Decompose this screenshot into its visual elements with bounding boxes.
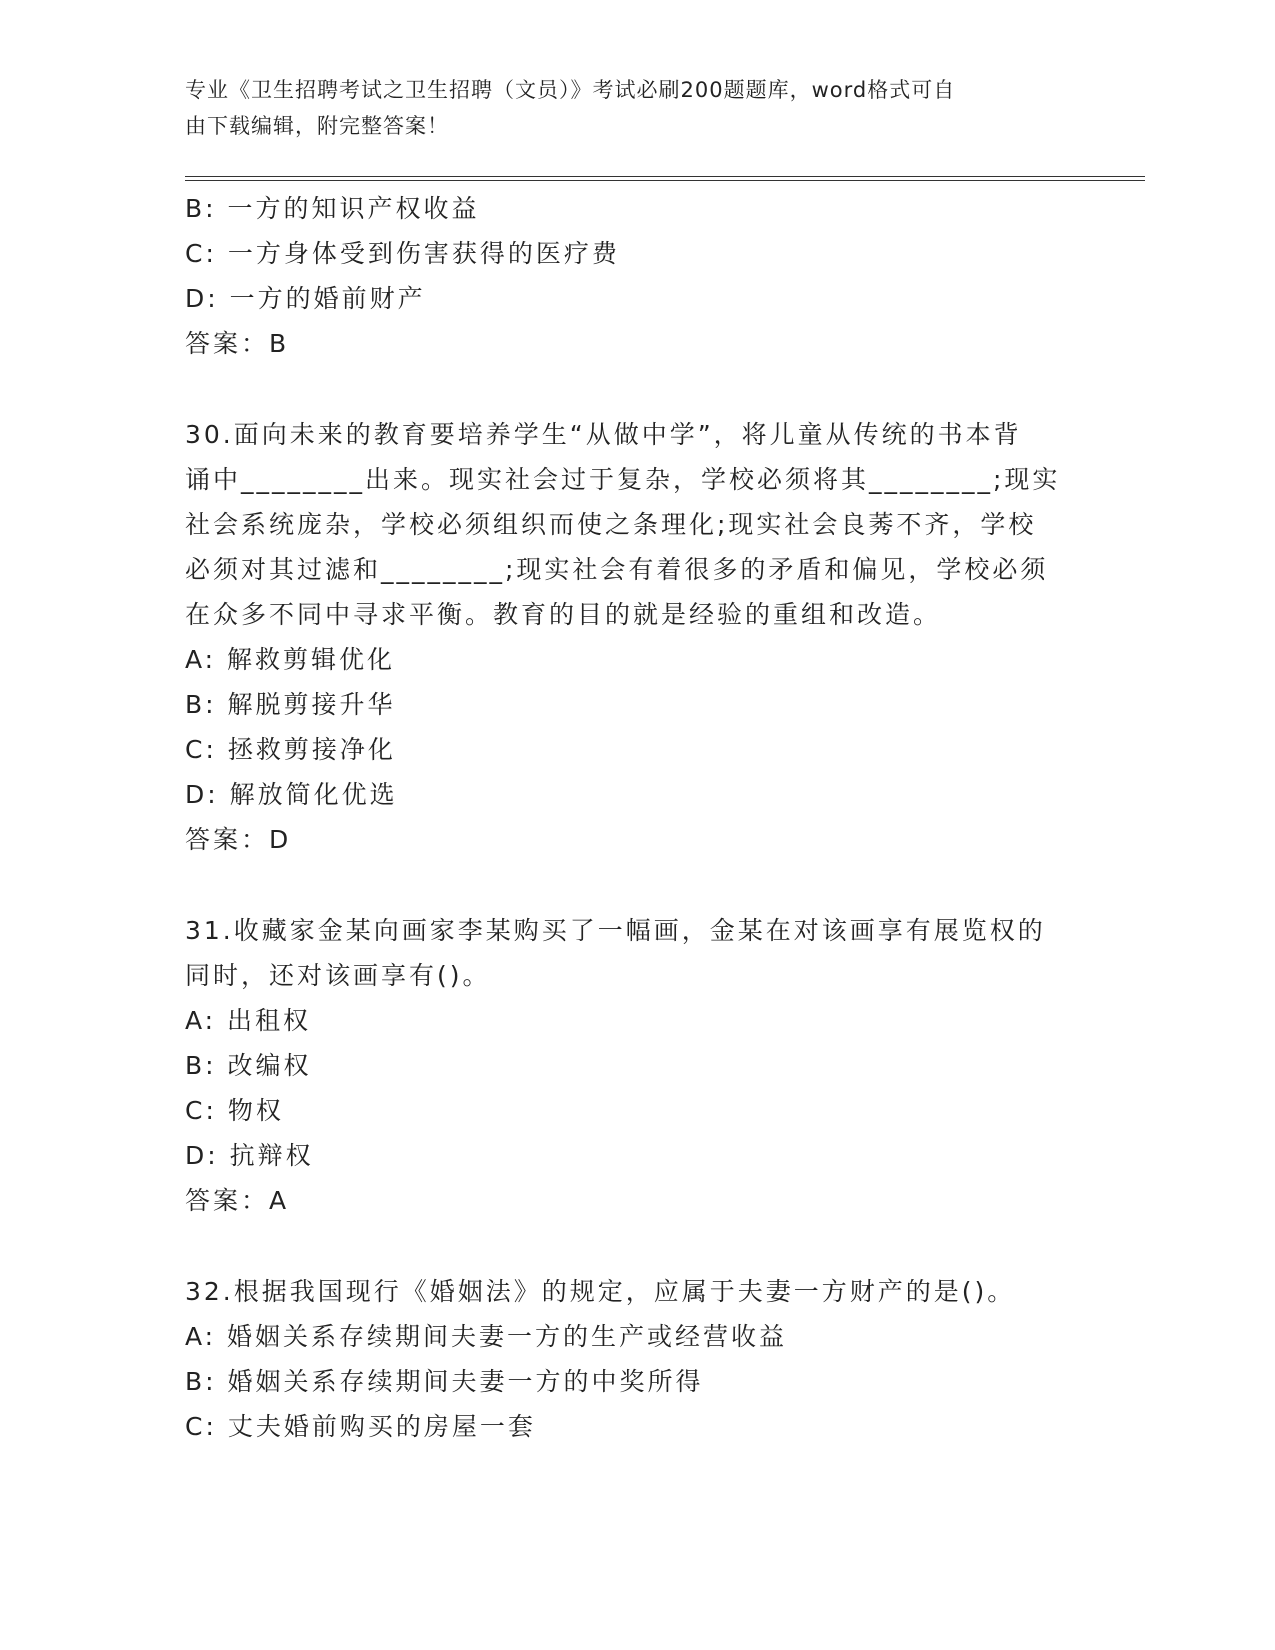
question-30 bbox=[185, 412, 1085, 862]
question-text-line: 30.面向未来的教育要培养学生“从做中学”，将儿童从传统的书本背 bbox=[185, 420, 1022, 449]
question-text-line: 必须对其过滤和________;现实社会有着很多的矛盾和偏见，学校必须 bbox=[185, 555, 1049, 584]
question-text-line: 31.收藏家金某向画家李某购买了一幅画，金某在对该画享有展览权的 bbox=[185, 916, 1046, 945]
question-29-tail bbox=[185, 186, 1085, 366]
question-text-line: 同时，还对该画享有()。 bbox=[185, 961, 491, 990]
question-list bbox=[185, 186, 1085, 1449]
option-a: A: 婚姻关系存续期间夫妻一方的生产或经营收益 bbox=[185, 1322, 788, 1351]
header-line-2: 由下载编辑，附完整答案！ bbox=[185, 114, 449, 138]
option-d: D: 解放简化优选 bbox=[185, 780, 398, 809]
option-c: C: 一方身体受到伤害获得的医疗费 bbox=[185, 239, 620, 268]
option-b: B: 改编权 bbox=[185, 1051, 312, 1080]
option-b: B: 婚姻关系存续期间夫妻一方的中奖所得 bbox=[185, 1367, 704, 1396]
option-d: D: 一方的婚前财产 bbox=[185, 284, 426, 313]
question-32 bbox=[185, 1269, 1085, 1449]
question-text-line: 诵中________出来。现实社会过于复杂，学校必须将其________;现实 bbox=[185, 465, 1061, 494]
option-b: B: 一方的知识产权收益 bbox=[185, 194, 480, 223]
question-text-line: 32.根据我国现行《婚姻法》的规定，应属于夫妻一方财产的是()。 bbox=[185, 1277, 1016, 1306]
option-c: C: 拯救剪接净化 bbox=[185, 735, 396, 764]
answer: 答案：B bbox=[185, 329, 290, 358]
option-c: C: 丈夫婚前购买的房屋一套 bbox=[185, 1412, 536, 1441]
answer: 答案：D bbox=[185, 825, 292, 854]
option-c: C: 物权 bbox=[185, 1096, 284, 1125]
answer: 答案：A bbox=[185, 1186, 290, 1215]
question-31 bbox=[185, 908, 1085, 1223]
question-text-line: 在众多不同中寻求平衡。教育的目的就是经验的重组和改造。 bbox=[185, 600, 942, 629]
document-header bbox=[185, 72, 1065, 144]
option-b: B: 解脱剪接升华 bbox=[185, 690, 396, 719]
option-a: A: 出租权 bbox=[185, 1006, 312, 1035]
option-a: A: 解救剪辑优化 bbox=[185, 645, 396, 674]
header-divider-bottom bbox=[185, 180, 1145, 181]
question-text-line: 社会系统庞杂，学校必须组织而使之条理化;现实社会良莠不齐，学校 bbox=[185, 510, 1037, 539]
header-line-1: 专业《卫生招聘考试之卫生招聘（文员）》考试必刷200题题库，word格式可自 bbox=[185, 78, 956, 102]
option-d: D: 抗辩权 bbox=[185, 1141, 314, 1170]
header-divider-top bbox=[185, 176, 1145, 177]
